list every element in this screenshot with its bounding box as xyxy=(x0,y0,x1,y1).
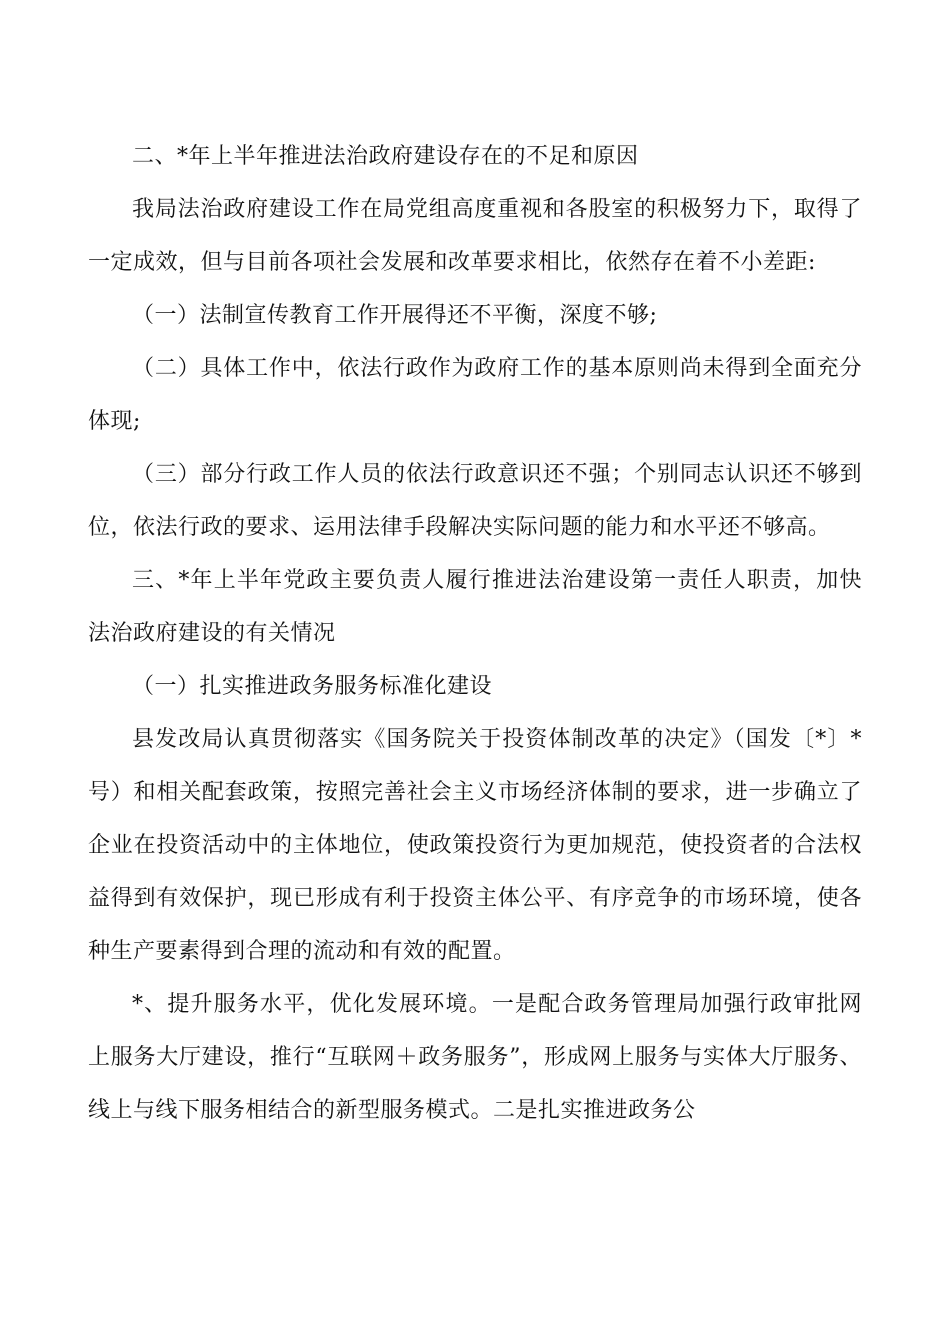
section-heading-three: 三、*年上半年党政主要负责人履行推进法治建设第一责任人职责，加快法治政府建设的有关情况 xyxy=(88,568,862,646)
list-item-two: （二）具体工作中，依法行政作为政府工作的基本原则尚未得到全面充分体现; xyxy=(88,356,862,434)
body-paragraph: 我局法治政府建设工作在局党组高度重视和各股室的积极努力下，取得了一定成效，但与目前各项社会发展和改革要求相比，依然存在着不小差距: xyxy=(88,197,862,275)
subsection-heading-one: （一）扎实推进政务服务标准化建设 xyxy=(132,674,493,699)
document-body xyxy=(88,130,862,1137)
body-paragraph: 县发改局认真贯彻落实《国务院关于投资体制改革的决定》（国发〔*〕*号）和相关配套政策，按照完善社会主义市场经济体制的要求，进一步确立了企业在投资活动中的主体地位，使政策投资行为更加规范，使投资者的合法权益得到有效保护，现已形成有利于投资主体公平、有序竞争的市场环境，使各种生产要素得到合理的流动和有效的配置。 xyxy=(88,727,862,964)
body-paragraph: *、提升服务水平，优化发展环境。一是配合政务管理局加强行政审批网上服务大厅建设，推行“互联网＋政务服务”，形成网上服务与实体大厅服务、线上与线下服务相结合的新型服务模式。二是扎实推进政务公 xyxy=(88,992,862,1123)
list-item-one: （一）法制宣传教育工作开展得还不平衡，深度不够; xyxy=(132,303,658,328)
section-heading-two: 二、*年上半年推进法治政府建设存在的不足和原因 xyxy=(132,144,639,169)
list-item-three: （三）部分行政工作人员的依法行政意识还不强；个别同志认识还不够到位，依法行政的要求、运用法律手段解决实际问题的能力和水平还不够高。 xyxy=(88,462,862,540)
